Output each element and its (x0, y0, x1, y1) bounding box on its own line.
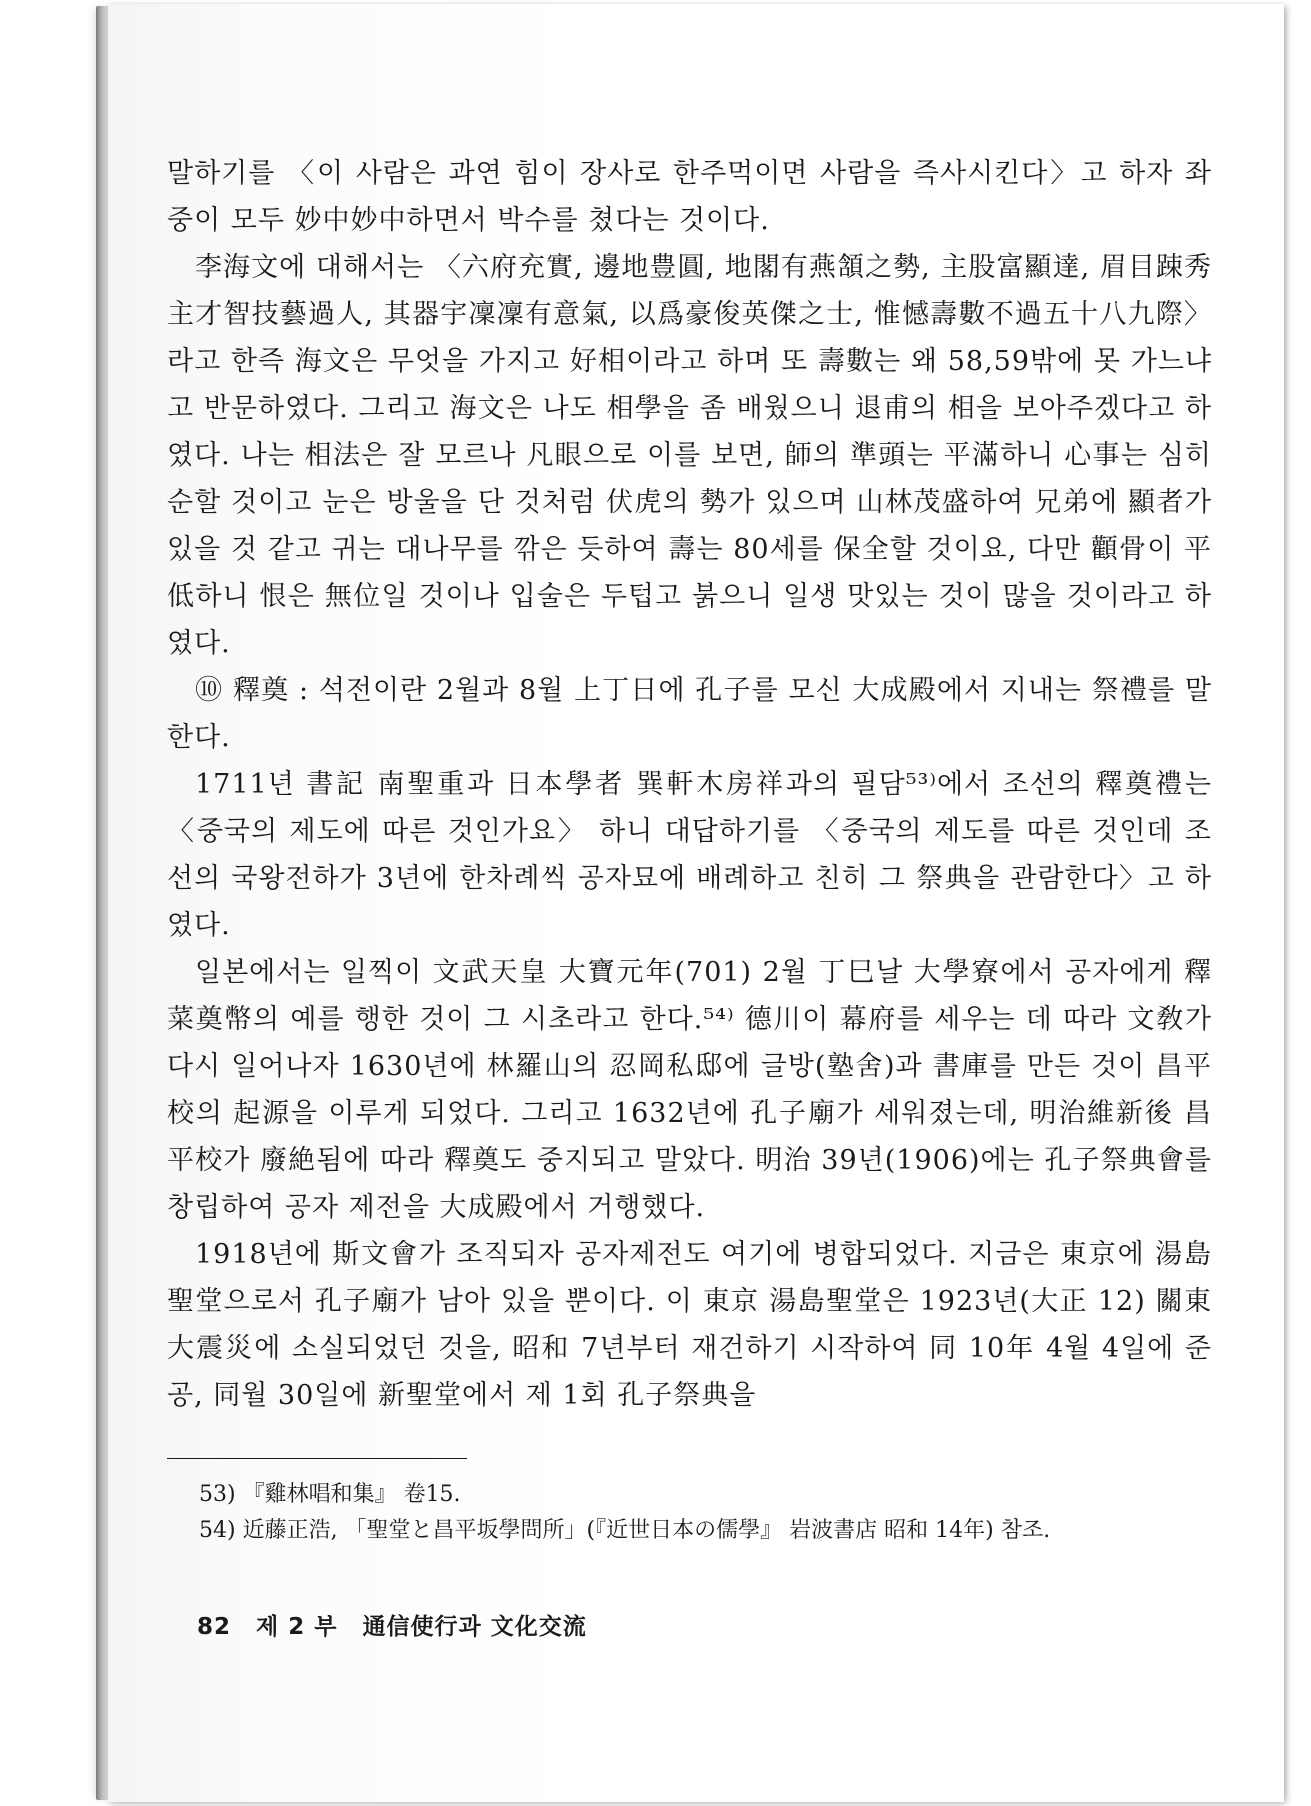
page-number: 82 (197, 1614, 232, 1640)
part-label: 제 2 부 (256, 1614, 338, 1640)
body-paragraph: 일본에서는 일찍이 文武天皇 大寶元年(701) 2월 丁巳날 大學寮에서 공자에게 釋菜奠幣의 예를 행한 것이 그 시초라고 한다.⁵⁴⁾ 德川이 幕府를 세우는 데 따라 文敎가 다시 일어나자 1630년에 林羅山의 忍岡私邸에 글방(塾舍)과 書庫를 만든 것이 昌平校의 起源을 이루게 되었다. 그리고 1632년에 孔子廟가 세워졌는데, 明治維新後 昌平校가 廢絶됨에 따라 釋奠도 중지되고 말았다. 明治 39년(1906)에는 孔子祭典會를 창립하여 공자 제전을 大成殿에서 거행했다. (167, 957, 1212, 1223)
body-paragraph: 1711년 書記 南聖重과 日本學者 巽軒木房祥과의 필담⁵³⁾에서 조선의 釋奠禮는 〈중국의 제도에 따른 것인가요〉 하니 대답하기를 〈중국의 제도를 따른 것인데 조선의 국왕전하가 3년에 한차례씩 공자묘에 배례하고 친히 그 祭典을 관람한다〉고 하였다. (167, 769, 1212, 941)
footnote: 54) 近藤正浩, 「聖堂と昌平坂學問所」(『近世日本の儒學』 岩波書店 昭和 14年) 참조. (199, 1518, 1051, 1543)
page-body (167, 150, 1212, 1419)
body-paragraph: ⑩ 釋奠 : 석전이란 2월과 8월 上丁日에 孔子를 모신 大成殿에서 지내는 祭禮를 말한다. (167, 675, 1212, 753)
body-paragraph: 1918년에 斯文會가 조직되자 공자제전도 여기에 병합되었다. 지금은 東京에 湯島聖堂으로서 孔子廟가 남아 있을 뿐이다. 이 東京 湯島聖堂은 1923년(大正 12) 關東大震災에 소실되었던 것을, 昭和 7년부터 재건하기 시작하여 同 10年 4월 4일에 준공, 同월 30일에 新聖堂에서 제 1회 孔子祭典을 (167, 1239, 1212, 1411)
footnotes (167, 1458, 1212, 1549)
footnote: 53) 『雞林唱和集』 卷15. (199, 1482, 461, 1507)
footnote-divider (167, 1458, 467, 1459)
running-footer (197, 1608, 603, 1641)
part-title: 通信使行과 文化交流 (362, 1614, 587, 1640)
body-paragraph: 말하기를 〈이 사람은 과연 힘이 장사로 한주먹이면 사람을 즉사시킨다〉고 하자 좌중이 모두 妙中妙中하면서 박수를 쳤다는 것이다. (167, 158, 1212, 236)
body-paragraph: 李海文에 대해서는 〈六府充實, 邊地豊圓, 地閣有燕頷之勢, 主股富顯達, 眉目踈秀主才智技藝過人, 其器宇凜凜有意氣, 以爲豪俊英傑之士, 惟憾壽數不過五十八九際〉라고 한즉 海文은 무엇을 가지고 好相이라고 하며 또 壽數는 왜 58,59밖에 못 가느냐고 반문하였다. 그리고 海文은 나도 相學을 좀 배웠으니 退甫의 相을 보아주겠다고 하였다. 나는 相法은 잘 모르나 凡眼으로 이를 보면, 師의 準頭는 平滿하니 心事는 심히 순할 것이고 눈은 방울을 단 것처럼 伏虎의 勢가 있으며 山林茂盛하여 兄弟에 顯者가 있을 것 같고 귀는 대나무를 깎은 듯하여 壽는 80세를 保全할 것이요, 다만 顴骨이 平低하니 恨은 無位일 것이나 입술은 두텁고 붉으니 일생 맛있는 것이 많을 것이라고 하였다. (167, 252, 1212, 659)
